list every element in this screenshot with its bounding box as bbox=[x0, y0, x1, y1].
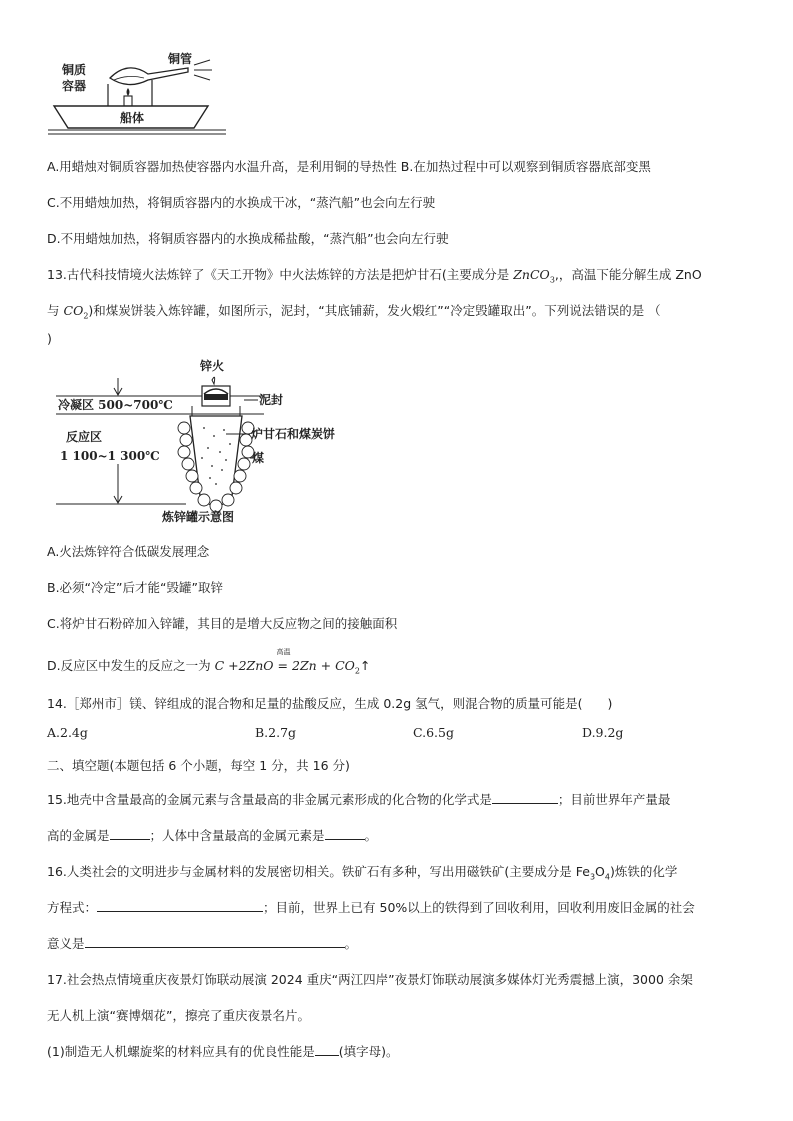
q16-blank-2 bbox=[85, 935, 345, 948]
q14-choice-a: A.2.4g bbox=[47, 725, 88, 740]
q12-option-d: D.不用蜡烛加热，将铜质容器内的水换成稀盐酸，“蒸汽船”也会向左行驶 bbox=[47, 231, 449, 246]
q13-stem-line2: 与 $CO_2$)和煤炭饼装入炼锌罐，如图所示，泥封，“其底铺薪，发火煅红”“冷定毁罐取出”。下列说法错误的是 （ bbox=[47, 303, 661, 321]
q13-stem-line3: ) bbox=[47, 331, 52, 346]
mud-seal-label: 泥封 bbox=[259, 393, 284, 407]
reaction-temp-label: 1 100~1 300℃ bbox=[60, 449, 160, 463]
candle-icon bbox=[124, 96, 132, 106]
q13-option-b: B.必须“冷定”后才能“毁罐”取锌 bbox=[47, 580, 223, 595]
q14-choice-d: D.9.2g bbox=[582, 725, 624, 740]
figure-caption: 炼锌罐示意图 bbox=[162, 510, 235, 524]
zinc-smelting-figure bbox=[54, 356, 336, 526]
condense-zone-label: 冷凝区 500~700℃ bbox=[58, 398, 173, 412]
copper-vessel-shape bbox=[110, 68, 188, 85]
q13-option-a: A.火法炼锌符合低碳发展理念 bbox=[47, 544, 210, 559]
coal-label: 煤 bbox=[252, 451, 265, 465]
q16-line1: 16.人类社会的文明进步与金属材料的发展密切相关。铁矿石有多种，写出用磁铁矿(主要成分是 $Fe_3O_4$)炼铁的化学 bbox=[47, 864, 678, 882]
zinc-fire-label: 锌火 bbox=[200, 359, 225, 373]
copper-tube-label: 铜管 bbox=[168, 52, 193, 66]
q17-line2: 无人机上演“赛博烟花”，擦亮了重庆夜景名片。 bbox=[47, 1008, 310, 1023]
q17-line3: (1)制造无人机螺旋桨的材料应具有的优良性能是 (填字母)。 bbox=[47, 1044, 399, 1059]
q15-line2: 高的金属是 ；人体中含量最高的金属元素是 。 bbox=[47, 828, 378, 843]
q16-blank-1 bbox=[97, 899, 263, 912]
flame-icon bbox=[127, 88, 130, 96]
q12-option-c: C.不用蜡烛加热，将铜质容器内的水换成干冰，“蒸汽船”也会向左行驶 bbox=[47, 195, 436, 210]
q15-blank-1 bbox=[492, 791, 558, 804]
q14-stem: 14.［郑州市］镁、锌组成的混合物和足量的盐酸反应，生成 0.2g 氢气，则混合物的质量可能是( ) bbox=[47, 696, 613, 711]
q16-line2: 方程式： ；目前，世界上已有 50%以上的铁得到了回收利用，回收利用废旧金属的社会 bbox=[47, 900, 695, 915]
q13-stem-line1: 13.古代科技情境火法炼锌了《天工开物》中火法炼锌的方法是把炉甘石(主要成分是 ZnCO$_3$,，高温下能分解生成 ZnO bbox=[47, 267, 702, 285]
q13-option-d: D.反应区中发生的反应之一为 C +2ZnO 高温 = $2Zn + CO_2↑$ bbox=[47, 648, 371, 676]
copper-vessel-label-2: 容器 bbox=[62, 79, 87, 93]
q17-blank-1 bbox=[315, 1043, 339, 1056]
q16-line3: 意义是 。 bbox=[47, 936, 358, 951]
section-2-heading: 二、填空题(本题包括 6 个小题，每空 1 分，共 16 分) bbox=[47, 758, 350, 773]
copper-vessel-label-1: 铜质 bbox=[62, 63, 87, 77]
q12-option-ab: A.用蜡烛对铜质容器加热使容器内水温升高，是利用铜的导热性 B.在加热过程中可以观察到铜质容器底部变黑 bbox=[47, 159, 651, 174]
q15-line1: 15.地壳中含量最高的金属元素与含量最高的非金属元素形成的化合物的化学式是 ；目前世界年产量最 bbox=[47, 792, 671, 807]
q15-blank-2 bbox=[110, 827, 150, 840]
ore-coal-label: 炉甘石和煤炭饼 bbox=[251, 427, 336, 441]
q15-blank-3 bbox=[325, 827, 365, 840]
reaction-zone-label: 反应区 bbox=[66, 430, 103, 444]
q13-option-c: C.将炉甘石粉碎加入锌罐，其目的是增大反应物之间的接触面积 bbox=[47, 616, 398, 631]
steam-boat-figure bbox=[48, 50, 228, 145]
q17-line1: 17.社会热点情境重庆夜景灯饰联动展演 2024 重庆“两江四岸”夜景灯饰联动展演多媒体灯光秀震撼上演，3000 余架 bbox=[47, 972, 693, 987]
hull-label: 船体 bbox=[120, 111, 145, 125]
q14-choice-b: B.2.7g bbox=[255, 725, 297, 740]
q14-choice-c: C.6.5g bbox=[413, 725, 454, 740]
